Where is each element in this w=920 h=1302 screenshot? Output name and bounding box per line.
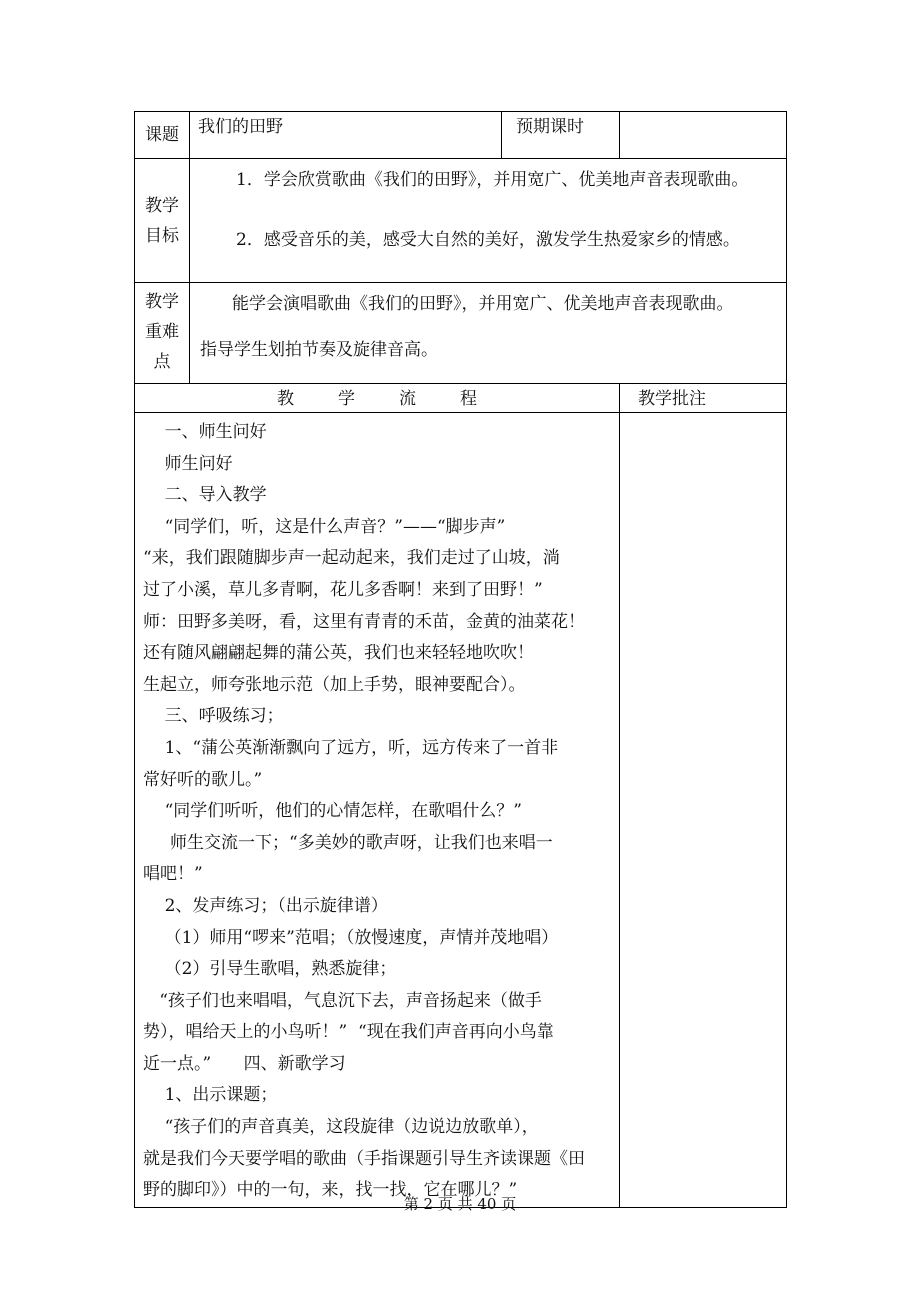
key-point-line: 能学会演唱歌曲《我们的田野》，并用宽广、优美地声音表现歌曲。 <box>232 294 734 314</box>
objectives-content <box>190 159 787 283</box>
process-line: 1、出示课题； <box>143 1085 278 1106</box>
process-line: 就是我们今天要学唱的歌曲（手指课题引导生齐读课题《田 <box>143 1148 585 1169</box>
objective-item: 2．感受音乐的美，感受大自然的美好，激发学生热爱家乡的情感。 <box>236 230 740 250</box>
process-line: 唱吧！” <box>143 864 203 885</box>
objective-item: 1．学会欣赏歌曲《我们的田野》，并用宽广、优美地声音表现歌曲。 <box>236 170 749 190</box>
objectives-label <box>135 159 190 283</box>
process-line: “同学们听听，他们的心情怎样，在歌唱什么？” <box>143 801 522 822</box>
flow-content-row <box>135 413 787 1208</box>
process-line: 野的脚印》）中的一句，来，找一找，它在哪儿？” <box>143 1180 518 1201</box>
course-title: 我们的田野 <box>190 112 502 159</box>
process-line: 师生问好 <box>143 453 233 474</box>
process-line: “来，我们跟随脚步声一起动起来，我们走过了山坡，淌 <box>143 548 560 569</box>
key-points-label-line: 教学 <box>145 292 179 312</box>
process-line: 过了小溪，草儿多青啊，花儿多香啊！来到了田野！” <box>143 579 543 600</box>
process-line: 师：田野多美呀，看，这里有青青的禾苗，金黄的油菜花！ <box>143 611 585 632</box>
process-line: 2、发声练习；（出示旋律谱） <box>143 895 388 916</box>
process-line: 一、师生问好 <box>143 422 267 442</box>
lesson-plan-table <box>134 111 787 1208</box>
process-line: 二、导入教学 <box>143 485 267 506</box>
flow-heading-char: 程 <box>460 389 477 409</box>
key-points-content <box>190 283 787 384</box>
objectives-row <box>135 159 787 283</box>
teaching-process-content <box>135 413 620 1208</box>
process-line: （2）引导生歌唱，熟悉旋律； <box>143 959 397 980</box>
process-line: 1、“蒲公英渐渐飘向了远方，听，远方传来了一首非 <box>143 737 559 758</box>
process-line: 势），唱给天上的小鸟听！” “现在我们声音再向小鸟靠 <box>143 1022 554 1043</box>
objectives-label-line: 目标 <box>145 225 179 246</box>
key-points-label <box>135 283 190 384</box>
objectives-label-line: 教学 <box>145 195 179 216</box>
process-line: 常好听的歌儿。” <box>143 769 263 790</box>
teaching-notes-heading: 教学批注 <box>620 384 787 413</box>
process-line: 生起立，师夸张地示范（加上手势，眼神要配合）。 <box>143 674 526 695</box>
process-line: 还有随风翩翩起舞的蒲公英，我们也来轻轻地吹吹！ <box>143 643 534 664</box>
process-line: “同学们，听，这是什么声音？”——“脚步声” <box>143 516 506 537</box>
process-line: 师生交流一下；“多美妙的歌声呀，让我们也来唱一 <box>143 832 553 853</box>
key-points-row <box>135 283 787 384</box>
expected-hours-value <box>620 112 787 159</box>
process-line: 三、呼吸练习； <box>143 706 284 727</box>
process-line: “孩子们的声音真美，这段旋律（边说边放歌单）， <box>143 1117 539 1138</box>
flow-heading-char: 教 <box>277 389 294 409</box>
teaching-notes-content <box>620 413 787 1208</box>
expected-hours-label: 预期课时 <box>502 112 620 159</box>
key-points-label-line: 点 <box>153 352 171 372</box>
process-line: 近一点。” 四、新歌学习 <box>143 1053 346 1074</box>
flow-header-row <box>135 384 787 413</box>
course-row <box>135 112 787 159</box>
course-label: 课题 <box>135 112 190 159</box>
key-points-label-line: 重难 <box>145 322 179 342</box>
process-line: “孩子们也来唱唱，气息沉下去，声音扬起来（做手 <box>143 990 542 1011</box>
process-line: （1）师用“啰来”范唱；（放慢速度，声情并茂地唱） <box>143 927 559 948</box>
key-point-line: 指导学生划拍节奏及旋律音高。 <box>200 340 438 360</box>
flow-heading-char: 学 <box>338 389 355 409</box>
page-footer: 第 2 页 共 40 页 <box>403 1195 517 1213</box>
teaching-flow-heading <box>135 384 620 413</box>
flow-heading-char: 流 <box>399 389 416 409</box>
